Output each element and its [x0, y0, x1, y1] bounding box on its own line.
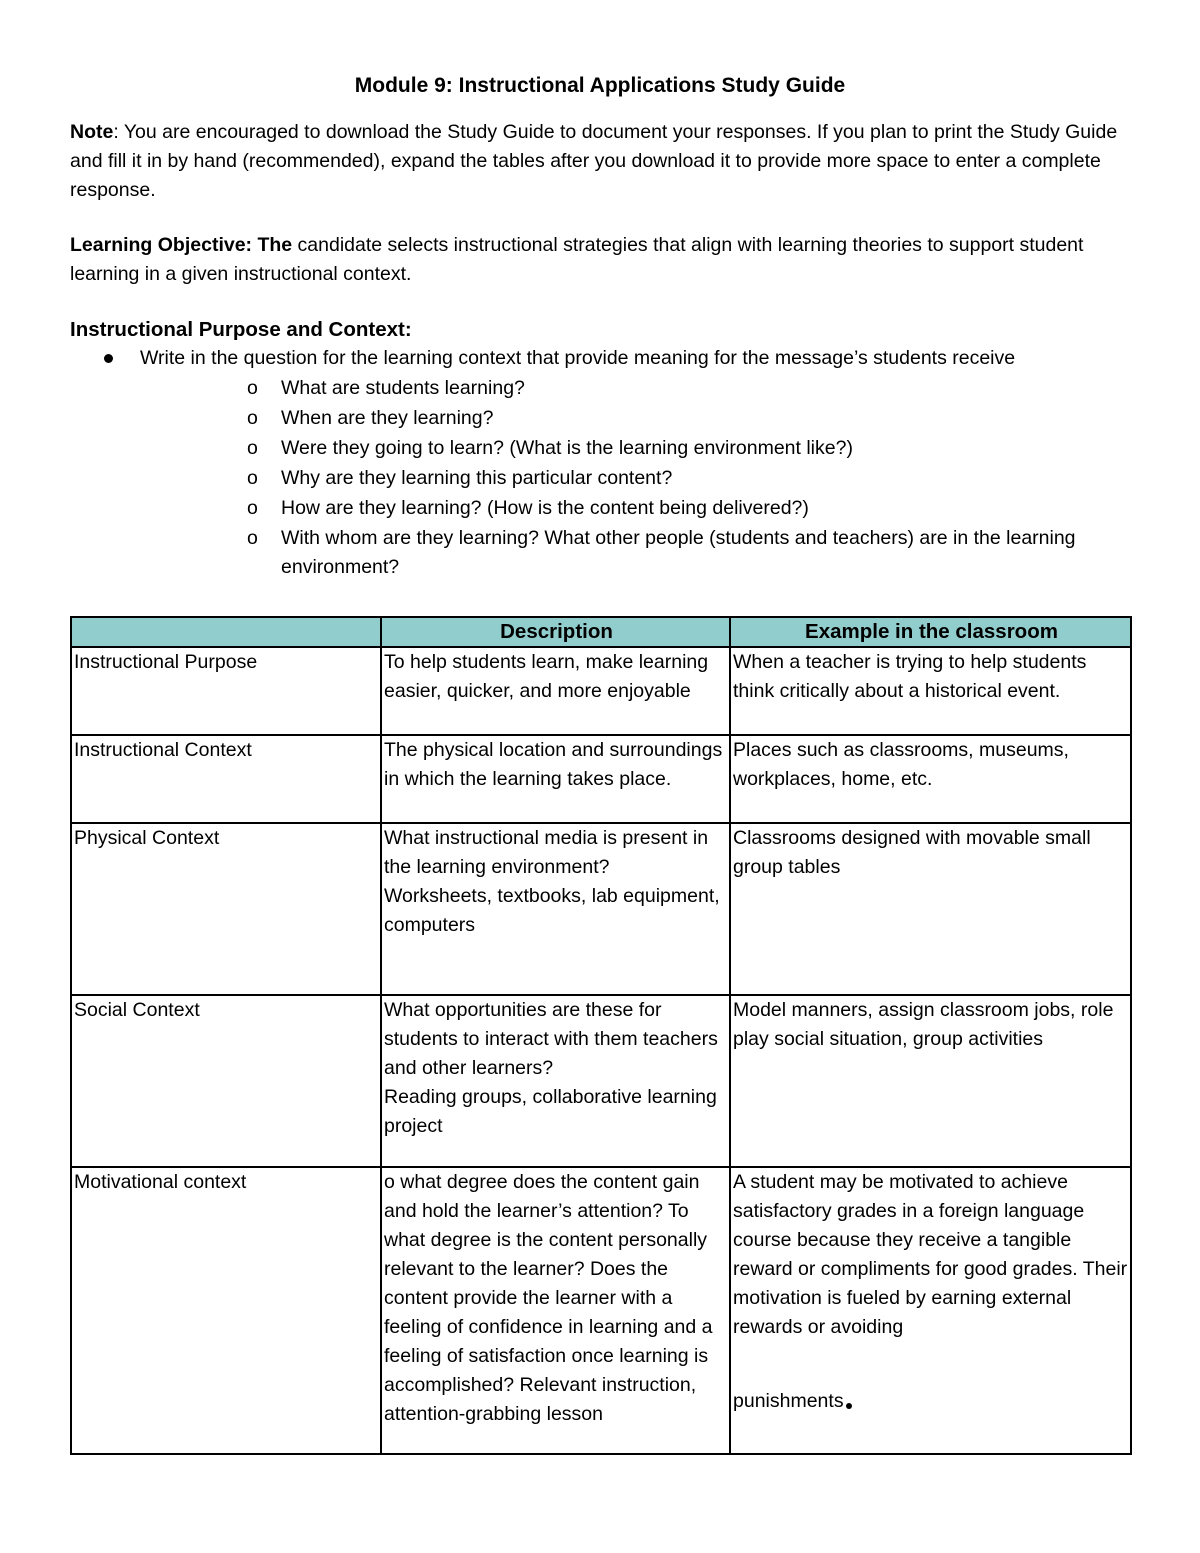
- bullet-dot-icon: [846, 1403, 852, 1409]
- table-row: [71, 735, 1131, 823]
- row-example: Model manners, assign classroom jobs, role play social situation, group activities: [730, 995, 1131, 1167]
- sub-bullet-item: o Why are they learning this particular content?: [140, 464, 1130, 493]
- table-row: [71, 823, 1131, 995]
- row-label: Physical Context: [71, 823, 381, 995]
- row-description: o what degree does the content gain and hold the learner’s attention? To what degree is the content personally relevant to the learner? Does the content provide the learner with a feeling of confidence in learning and a feeling of satisfaction once learning is accomplished? Relevant instruction, attention-grabbing lesson: [381, 1167, 730, 1454]
- learning-objective-paragraph: [70, 231, 1130, 289]
- sub-bullet-item: o With whom are they learning? What other people (students and teachers) are in the learning environment?: [140, 524, 1130, 582]
- row-label: Social Context: [71, 995, 381, 1167]
- sub-bullet-item: o Were they going to learn? (What is the learning environment like?): [140, 434, 1130, 463]
- page-title: Module 9: Instructional Applications Study Guide: [354, 74, 846, 97]
- header-empty: [71, 617, 381, 647]
- row-description: To help students learn, make learning easier, quicker, and more enjoyable: [381, 647, 730, 735]
- objective-label: Learning Objective: The: [70, 234, 293, 256]
- row-example: Places such as classrooms, museums, workplaces, home, etc.: [730, 735, 1131, 823]
- objective-text: candidate selects instructional strategies that align with learning theories to support student learning in a given instructional context.: [70, 234, 1084, 285]
- table-header-row: [71, 617, 1131, 647]
- row-example-cell: [730, 1167, 1131, 1454]
- context-table: [70, 616, 1132, 1455]
- sub-bullet-list: [140, 374, 1130, 582]
- row-description: What instructional media is present in the learning environment? Worksheets, textbooks, lab equipment, computers: [381, 823, 730, 995]
- row-example: Classrooms designed with movable small group tables: [730, 823, 1131, 995]
- row-example: A student may be motivated to achieve satisfactory grades in a foreign language course because they receive a tangible reward or compliments for good grades. Their motivation is fueled by earning external rewards or avoiding: [733, 1171, 1128, 1338]
- sub-bullet-item: o What are students learning?: [140, 374, 1130, 403]
- row-example: When a teacher is trying to help students think critically about a historical event.: [730, 647, 1131, 735]
- note-text: : You are encouraged to download the Study Guide to document your responses. If you plan to print the Study Guide and fill it in by hand (recommended), expand the tables after you download it to provide more space to enter a complete response.: [70, 121, 1118, 201]
- table-row: [71, 995, 1131, 1167]
- table-row: [71, 647, 1131, 735]
- note-paragraph: [70, 118, 1130, 205]
- bullet-list: [70, 344, 1130, 582]
- section-heading: Instructional Purpose and Context:: [70, 318, 412, 341]
- header-description: Description: [381, 617, 730, 647]
- row-label: Motivational context: [71, 1167, 381, 1454]
- row-example-tail: punishments: [733, 1390, 844, 1412]
- bullet-text: Write in the question for the learning context that provide meaning for the message’s students receive: [140, 347, 1016, 369]
- sub-bullet-item: o How are they learning? (How is the content being delivered?): [140, 494, 1130, 523]
- table-row: [71, 1167, 1131, 1454]
- bullet-item: [70, 344, 1130, 582]
- row-label: Instructional Context: [71, 735, 381, 823]
- row-description: The physical location and surroundings in which the learning takes place.: [381, 735, 730, 823]
- document-page: [70, 70, 1130, 582]
- row-description: What opportunities are these for students to interact with them teachers and other learners? Reading groups, collaborative learning project: [381, 995, 730, 1167]
- sub-bullet-item: o When are they learning?: [140, 404, 1130, 433]
- header-example: Example in the classroom: [730, 617, 1131, 647]
- note-label: Note: [70, 121, 114, 143]
- row-label: Instructional Purpose: [71, 647, 381, 735]
- row-example-tail-line: [733, 1387, 1130, 1416]
